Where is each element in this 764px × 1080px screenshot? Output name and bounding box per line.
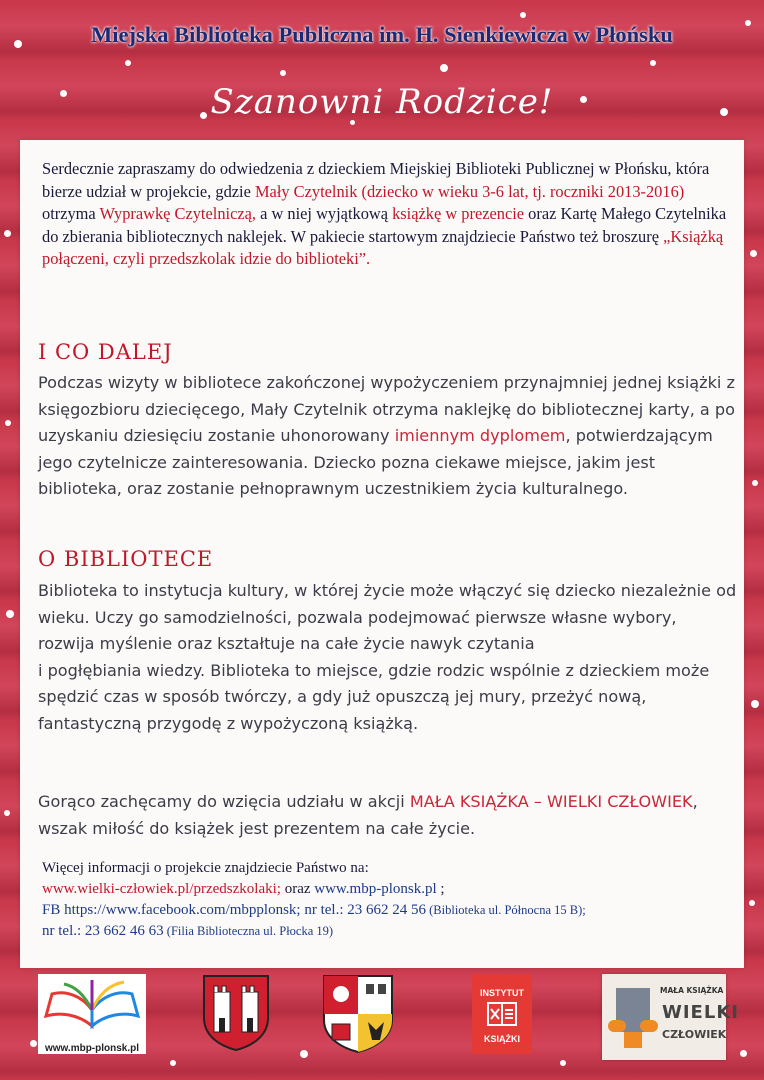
intro-paragraph: Serdecznie zapraszamy do odwiedzenia z dzieckiem Miejskiej Biblioteki Publicznej w Płońsku, która bierze udział w projekcie, gdzie Mały Czytelnik (dziecko w wieku 3-6 lat, tj. roczniki 2013-2016) otrzyma Wyprawkę Czytelniczą, a w niej wyjątkową książkę w prezencie oraz Kartę Małego Czytelnika do zbierania bibliotecznych naklejek. W pakiecie startowym znajdziecie Państwo też broszurę „Książką połączeni, czyli przedszkolak idzie do biblioteki”. [42, 159, 727, 269]
mbp-logo-caption: www.mbp-plonsk.pl [44, 1043, 140, 1054]
section1-paragraph: Podczas wizyty w bibliotece zakończonej wypożyczeniem przynajmniej jednej książki z księgozbioru dziecięcego, Mały Czytelnik otrzyma naklejkę do bibliotecznej karty, a po uzyskaniu dziesięciu zostanie uhonorowany imiennym dyplomem, potwierdzającym jego czytelnicze zainteresowania. Dziecko pozna ciekawe miejsce, jakim jest biblioteka, oraz zostanie pełnoprawnym uczestnikiem życia kulturalnego. [38, 373, 735, 499]
instytut-ksiazki-logo[interactable] [472, 974, 532, 1054]
ksiazki-label: KSIĄŻKI [484, 1034, 520, 1044]
castle-shield-icon [202, 974, 270, 1052]
powiat-coat-of-arms[interactable] [322, 974, 394, 1054]
section-title-o-bibliotece: O BIBLIOTECE [38, 547, 214, 571]
book-holding-icon [608, 984, 658, 1050]
contact-heading: Więcej informacji o projekcie znajdziecie Państwo na: [42, 860, 369, 876]
mala-ksiazka-label: MAŁA KSIĄŻKA [660, 986, 724, 995]
link-mbp-plonsk[interactable]: www.mbp-plonsk.pl [314, 881, 437, 897]
mbp-plonsk-logo[interactable] [38, 974, 146, 1054]
library-title: Miejska Biblioteka Publiczna im. H. Sienkiewicza w Płońsku [91, 22, 673, 47]
closing-paragraph: Gorąco zachęcamy do wzięcia udziału w akcji MAŁA KSIĄŻKA – WIELKI CZŁOWIEK, wszak miłość do książek jest prezentem na całe życie. [38, 792, 698, 838]
eagle-shield-icon [322, 974, 394, 1054]
section2-paragraph: Biblioteka to instytucja kultury, w której życie może włączyć się dziecko niezależnie od wieku. Uczy go samodzielności, pozwala podejmować pierwsze własne wybory, rozwija myślenie oraz kształtuje na całe życie nawyk czytania i pogłębiania wiedzy. Biblioteka to miejsce, gdzie rodzic wspólnie z dzieckiem może spędzić czas w sposób twórczy, a gdy już opuszczą jej mury, przeżyć nową, fantastyczną przygodę z wypożyczoną książką. [38, 581, 737, 733]
section-title-i-co-dalej: I CO DALEJ [38, 340, 173, 364]
greeting-heading: Szanowni Rodzice! [210, 82, 554, 122]
book-grid-icon [487, 1002, 517, 1026]
czlowiek-label: CZŁOWIEK [662, 1028, 727, 1041]
link-wielki-czlowiek[interactable]: www.wielki-człowiek.pl/przedszkolaki; [42, 881, 281, 897]
phone-branch: nr tel.: 23 662 46 63 [42, 923, 164, 939]
wielki-label: WIELKI [662, 1002, 739, 1023]
mala-ksiazka-wielki-czlowiek-logo[interactable] [602, 974, 739, 1060]
facebook-phone[interactable]: FB https://www.facebook.com/mbpplonsk; nr tel.: 23 662 24 56 [42, 902, 427, 918]
instytut-label: INSTYTUT [480, 988, 524, 998]
open-book-icon [38, 974, 146, 1036]
contact-info: Więcej informacji o projekcie znajdziecie Państwo na: www.wielki-człowiek.pl/przedszkolaki; oraz www.mbp-plonsk.pl ; FB https://www.facebook.com/mbpplonsk; nr tel.: 23 662 24 56 (Biblioteka ul. Północna 15 B); nr tel.: 23 662 46 63 (Filia Biblioteczna ul. Płocka 19) [42, 858, 742, 942]
plonsk-coat-of-arms[interactable] [202, 974, 270, 1052]
